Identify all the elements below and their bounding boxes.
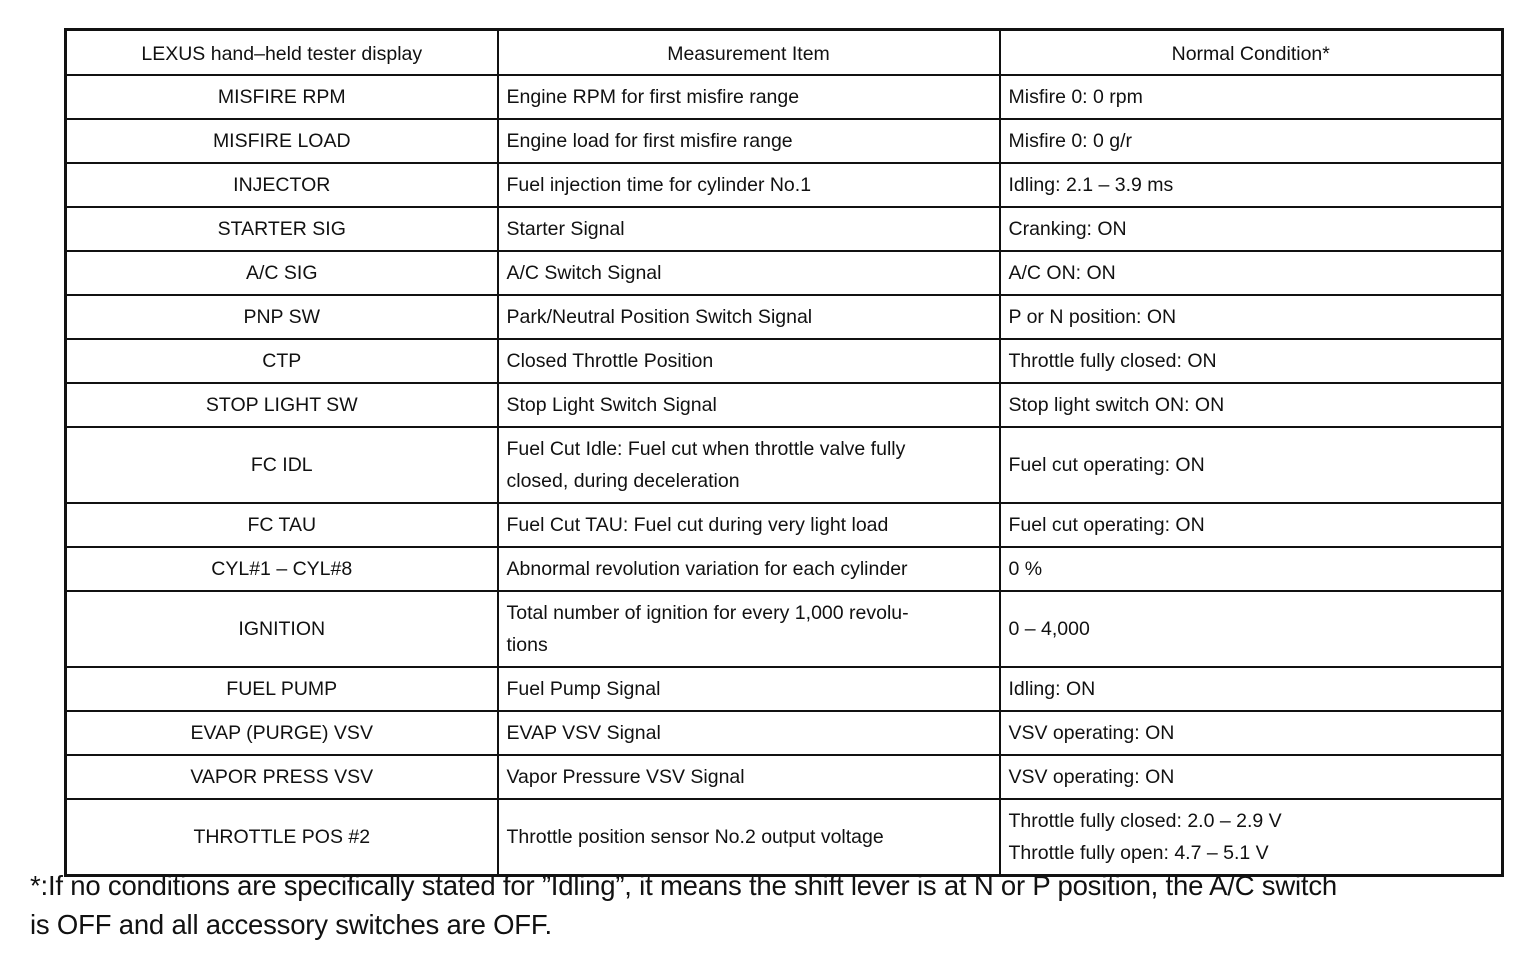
normal-condition-line: 0 – 4,000 <box>1008 618 1090 640</box>
footnote-line: *:If no conditions are specifically stated for ”Idling”, it means the shift lever is at N or P position, the A/C switch <box>30 870 1337 901</box>
cell-tester-display: PNP SW <box>66 295 498 339</box>
cell-measurement-item <box>498 427 1000 503</box>
cell-normal-condition <box>1000 383 1503 427</box>
normal-condition-line: Idling: 2.1 – 3.9 ms <box>1008 174 1174 196</box>
measurement-item-line: Closed Throttle Position <box>506 350 714 372</box>
footnote <box>30 866 1510 944</box>
cell-tester-display: VAPOR PRESS VSV <box>66 755 498 799</box>
cell-normal-condition <box>1000 251 1503 295</box>
normal-condition-line: Throttle fully closed: ON <box>1008 350 1217 372</box>
normal-condition-line: Throttle fully open: 4.7 – 5.1 V <box>1008 842 1269 864</box>
measurement-item-line: Starter Signal <box>506 218 625 240</box>
cell-measurement-item <box>498 547 1000 591</box>
table-row <box>66 711 1503 755</box>
cell-tester-display: EVAP (PURGE) VSV <box>66 711 498 755</box>
normal-condition-line: Cranking: ON <box>1008 218 1127 240</box>
cell-normal-condition <box>1000 667 1503 711</box>
cell-tester-display: FUEL PUMP <box>66 667 498 711</box>
normal-condition-line: VSV operating: ON <box>1008 722 1175 744</box>
measurement-item-line: Fuel Cut TAU: Fuel cut during very light load <box>506 514 889 536</box>
cell-measurement-item <box>498 711 1000 755</box>
cell-tester-display: CTP <box>66 339 498 383</box>
footnote-line: is OFF and all accessory switches are OFF. <box>30 909 552 940</box>
cell-tester-display: A/C SIG <box>66 251 498 295</box>
cell-normal-condition <box>1000 711 1503 755</box>
table-row <box>66 383 1503 427</box>
measurement-item-line: Total number of ignition for every 1,000 revolu- <box>506 602 909 624</box>
cell-normal-condition <box>1000 163 1503 207</box>
cell-measurement-item <box>498 339 1000 383</box>
data-list-table <box>64 28 1504 877</box>
table-row <box>66 503 1503 547</box>
measurement-item-line: Engine load for first misfire range <box>506 130 793 152</box>
measurement-item-line: Fuel injection time for cylinder No.1 <box>506 174 812 196</box>
cell-normal-condition <box>1000 427 1503 503</box>
measurement-item-line: Vapor Pressure VSV Signal <box>506 766 745 788</box>
table-row <box>66 251 1503 295</box>
cell-measurement-item <box>498 591 1000 667</box>
normal-condition-line: Misfire 0: 0 g/r <box>1008 130 1133 152</box>
normal-condition-line: Stop light switch ON: ON <box>1008 394 1225 416</box>
measurement-item-line: Fuel Cut Idle: Fuel cut when throttle valve fully <box>506 438 906 460</box>
normal-condition-line: Fuel cut operating: ON <box>1008 514 1205 536</box>
cell-normal-condition <box>1000 799 1503 876</box>
measurement-item-line: A/C Switch Signal <box>506 262 662 284</box>
normal-condition-line: A/C ON: ON <box>1008 262 1116 284</box>
normal-condition-line: 0 % <box>1008 558 1043 580</box>
measurement-item-line: Park/Neutral Position Switch Signal <box>506 306 813 328</box>
cell-measurement-item <box>498 383 1000 427</box>
cell-tester-display: MISFIRE LOAD <box>66 119 498 163</box>
cell-tester-display: INJECTOR <box>66 163 498 207</box>
measurement-item-line: Engine RPM for first misfire range <box>506 86 800 108</box>
measurement-item-line: closed, during deceleration <box>506 470 740 492</box>
table-row <box>66 427 1503 503</box>
normal-condition-line: Throttle fully closed: 2.0 – 2.9 V <box>1008 810 1282 832</box>
cell-measurement-item <box>498 503 1000 547</box>
measurement-item-line: Abnormal revolution variation for each cylinder <box>506 558 908 580</box>
spec-sheet <box>64 28 1501 877</box>
cell-normal-condition <box>1000 207 1503 251</box>
header-measurement-item: Measurement Item <box>498 30 1000 76</box>
cell-measurement-item <box>498 163 1000 207</box>
header-tester-display: LEXUS hand–held tester display <box>66 30 498 76</box>
cell-normal-condition <box>1000 591 1503 667</box>
cell-tester-display: THROTTLE POS #2 <box>66 799 498 876</box>
table-body <box>66 75 1503 876</box>
table-row <box>66 591 1503 667</box>
measurement-item-line: Fuel Pump Signal <box>506 678 661 700</box>
cell-measurement-item <box>498 755 1000 799</box>
cell-tester-display: FC TAU <box>66 503 498 547</box>
cell-normal-condition <box>1000 75 1503 119</box>
table-row <box>66 207 1503 251</box>
normal-condition-line: VSV operating: ON <box>1008 766 1175 788</box>
measurement-item-line: Throttle position sensor No.2 output voltage <box>506 826 884 848</box>
table-row <box>66 119 1503 163</box>
cell-measurement-item <box>498 667 1000 711</box>
table-row <box>66 799 1503 876</box>
cell-tester-display: STARTER SIG <box>66 207 498 251</box>
cell-measurement-item <box>498 251 1000 295</box>
cell-tester-display: CYL#1 – CYL#8 <box>66 547 498 591</box>
normal-condition-line: P or N position: ON <box>1008 306 1177 328</box>
cell-measurement-item <box>498 799 1000 876</box>
table-header-row <box>66 30 1503 76</box>
table-row <box>66 295 1503 339</box>
cell-normal-condition <box>1000 119 1503 163</box>
normal-condition-line: Fuel cut operating: ON <box>1008 454 1205 476</box>
table-row <box>66 667 1503 711</box>
measurement-item-line: tions <box>506 634 548 656</box>
cell-normal-condition <box>1000 339 1503 383</box>
cell-tester-display: STOP LIGHT SW <box>66 383 498 427</box>
normal-condition-line: Misfire 0: 0 rpm <box>1008 86 1143 108</box>
table-row <box>66 547 1503 591</box>
cell-normal-condition <box>1000 547 1503 591</box>
normal-condition-line: Idling: ON <box>1008 678 1096 700</box>
cell-measurement-item <box>498 75 1000 119</box>
cell-tester-display: MISFIRE RPM <box>66 75 498 119</box>
table-row <box>66 163 1503 207</box>
table-row <box>66 75 1503 119</box>
cell-normal-condition <box>1000 755 1503 799</box>
table-row <box>66 755 1503 799</box>
cell-normal-condition <box>1000 295 1503 339</box>
table-row <box>66 339 1503 383</box>
measurement-item-line: Stop Light Switch Signal <box>506 394 717 416</box>
cell-measurement-item <box>498 119 1000 163</box>
cell-tester-display: IGNITION <box>66 591 498 667</box>
cell-normal-condition <box>1000 503 1503 547</box>
cell-measurement-item <box>498 207 1000 251</box>
cell-tester-display: FC IDL <box>66 427 498 503</box>
measurement-item-line: EVAP VSV Signal <box>506 722 661 744</box>
header-normal-condition: Normal Condition* <box>1000 30 1503 76</box>
cell-measurement-item <box>498 295 1000 339</box>
